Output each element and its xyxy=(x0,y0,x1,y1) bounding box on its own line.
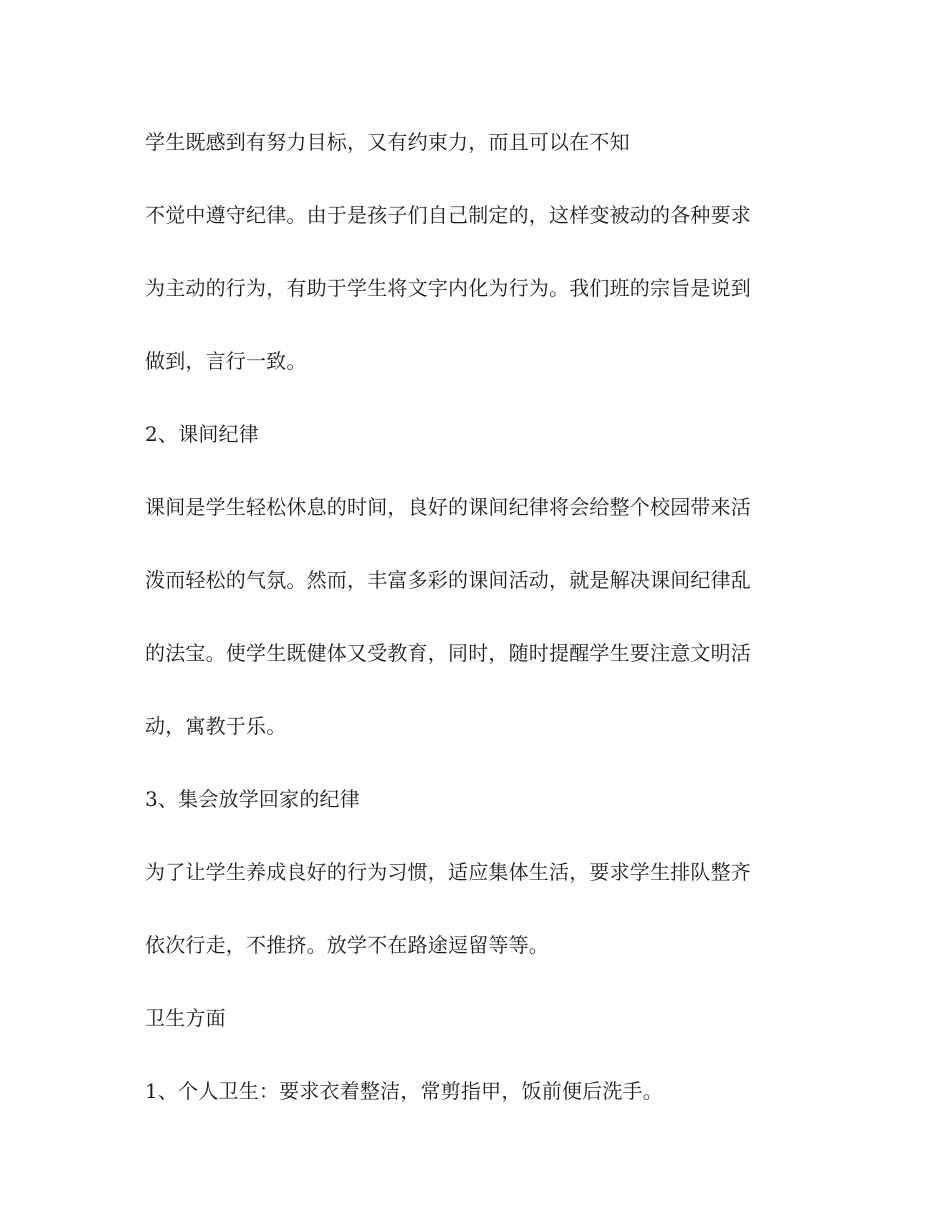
paragraph-line: 泼而轻松的气氛。然而，丰富多彩的课间活动，就是解决课间纪律乱 xyxy=(145,568,751,592)
paragraph-line: 为了让学生养成良好的行为习惯，适应集体生活，要求学生排队整齐 xyxy=(145,860,751,884)
section-heading: 卫生方面 xyxy=(145,1006,226,1030)
paragraph-line: 动，寓教于乐。 xyxy=(145,714,287,738)
paragraph-line: 做到，言行一致。 xyxy=(145,349,307,373)
section-heading: 2、课间纪律 xyxy=(145,422,259,446)
paragraph-line: 为主动的行为，有助于学生将文字内化为行为。我们班的宗旨是说到 xyxy=(145,276,751,300)
paragraph-line: 学生既感到有努力目标，又有约束力，而且可以在不知 xyxy=(145,130,630,154)
paragraph-line: 不觉中遵守纪律。由于是孩子们自己制定的，这样变被动的各种要求 xyxy=(145,203,751,227)
section-heading: 3、集会放学回家的纪律 xyxy=(145,787,360,811)
paragraph-line: 依次行走，不推挤。放学不在路途逗留等等。 xyxy=(145,933,549,957)
paragraph-line: 的法宝。使学生既健体又受教育，同时，随时提醒学生要注意文明活 xyxy=(145,641,751,665)
paragraph-line: 课间是学生轻松休息的时间，良好的课间纪律将会给整个校园带来活 xyxy=(145,495,751,519)
paragraph-line: 1、个人卫生：要求衣着整洁，常剪指甲，饭前便后洗手。 xyxy=(145,1079,663,1103)
